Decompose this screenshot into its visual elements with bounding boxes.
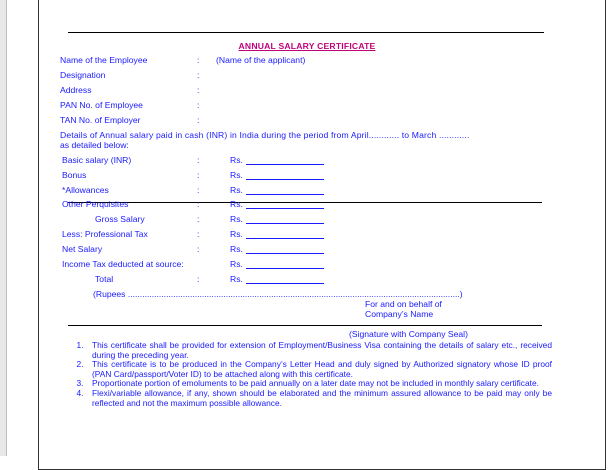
salary-blank-professional-tax [246,238,324,239]
salary-sep-net: : [197,244,200,254]
page-left-edge [0,0,7,456]
salary-blank-basic [246,164,324,165]
salary-sep-gross: : [197,214,200,224]
salary-blank-bonus [246,179,324,180]
field-value-name: (Name of the applicant) [216,55,306,65]
salary-rs-allowances: Rs. [230,185,243,195]
signature-rule [68,325,542,326]
field-label-designation: Designation [60,70,106,80]
salary-label-perquisites: Other Perquisites [62,199,129,209]
note-text: This certificate shall be provided for extension of Employment/Business Visa containing the details of salary etc., received during the preceding year. [92,340,552,360]
field-sep-tan: : [197,115,200,125]
salary-label-gross: Gross Salary [95,214,145,224]
note-number: 4. [76,387,84,398]
certificate-title: ANNUAL SALARY CERTIFICATE [238,41,376,51]
salary-sep-basic: : [197,155,200,165]
salary-rs-bonus: Rs. [230,170,243,180]
details-line-1: Details of Annual salary paid in cash (INR) in India during the period from April............ to March ............ [60,130,470,140]
field-label-tan: TAN No. of Employer [60,115,141,125]
salary-rs-net: Rs. [230,244,243,254]
note-number: 2. [76,359,84,370]
salary-label-bonus: Bonus [62,170,87,180]
salary-label-basic: Basic salary (INR) [62,155,132,165]
salary-blank-perquisites [246,208,324,209]
salary-sep-total: : [197,274,200,284]
field-label-address: Address [60,85,92,95]
salary-sep-bonus: : [197,170,200,180]
salary-blank-gross [246,223,324,224]
salary-sep-allowances: : [197,185,200,195]
field-sep-name: : [197,55,200,65]
field-sep-designation: : [197,70,200,80]
salary-blank-net [246,253,324,254]
note-item [68,360,552,379]
note-item [68,389,552,408]
salary-sep-perquisites: : [197,199,200,209]
behalf-line-1: For and on behalf of [365,299,442,309]
field-label-name: Name of the Employee [60,55,148,65]
salary-label-allowances: *Allowances [62,185,109,195]
salary-rs-gross: Rs. [230,214,243,224]
salary-blank-income-tax [246,268,324,269]
salary-rs-perquisites: Rs. [230,199,243,209]
salary-sep-professional-tax: : [197,229,200,239]
top-rule [68,32,544,33]
salary-label-total: Total [95,274,114,284]
behalf-line-2: Company’s Name [365,309,434,319]
salary-blank-total [246,283,324,284]
field-sep-pan: : [197,100,200,110]
rupees-in-words: (Rupees ...........................................................................................................................................) [93,289,463,299]
salary-rs-total: Rs. [230,274,243,284]
salary-label-professional-tax: Less: Professional Tax [62,229,148,239]
salary-rs-income-tax: Rs. [230,259,243,269]
note-number: 3. [76,378,84,389]
note-text: This certificate is to be produced in the Company’s Letter Head and duly signed by Authorized signatory whose ID proof (PAN Card/passport/Voter ID) to be attached along with this certificate. [92,359,552,379]
note-number: 1. [76,340,84,350]
details-line-2: as detailed below: [60,140,129,150]
field-label-pan: PAN No. of Employee [60,100,143,110]
notes-list [68,341,552,408]
note-text: Proportionate portion of emoluments to be paid annually on a later date may not be included in monthly salary certificate. [92,378,539,389]
salary-rs-basic: Rs. [230,155,243,165]
salary-label-income-tax: Income Tax deducted at source: [62,259,184,269]
salary-blank-allowances [246,194,324,195]
salary-label-net: Net Salary [62,244,103,254]
mid-rule [68,202,542,203]
field-sep-address: : [197,85,200,95]
signature-label: (Signature with Company Seal) [349,329,468,339]
salary-rs-professional-tax: Rs. [230,229,243,239]
note-item [68,341,552,360]
note-text: Flexi/variable allowance, if any, shown should be elaborated and the minimum assured allowance to be paid may only be reflected and not the maximum possible allowance. [92,387,552,408]
